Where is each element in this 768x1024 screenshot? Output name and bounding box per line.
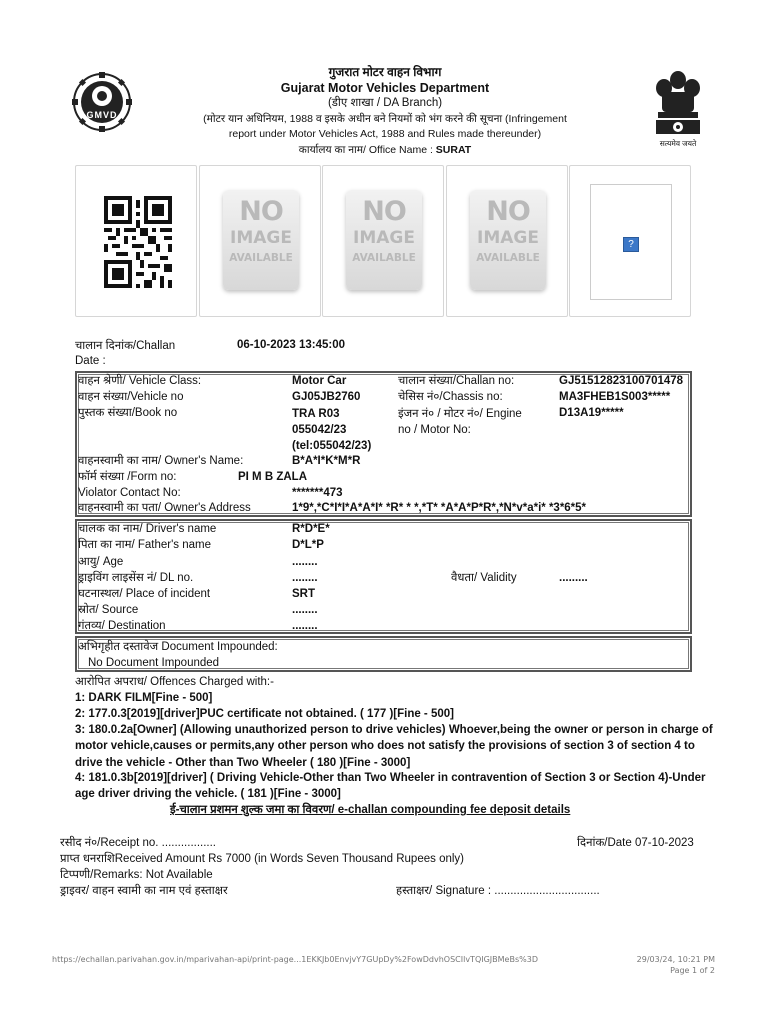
source-value: ........: [292, 604, 318, 616]
challan-date-value: 06-10-2023 13:45:00: [237, 339, 346, 351]
offence-item: 3: 180.0.2a[Owner] (Allowing unauthorized person to drive vehicles) Whoever,being the owner or person in charge of motor vehicle,causes or permits,any other person who does not satisfy the provisions of section 3 of section 4 to drive the vehicle - Other than Two Wheeler ( 180 )[Fine - 3000]: [75, 724, 713, 769]
offences-label: आरोपित अपराध/ Offences Charged with:-: [75, 676, 274, 688]
destination-value: ........: [292, 620, 318, 632]
notice-line-1: (मोटर यान अधिनियम, 1988 व इसके अधीन बने नियमों को भंग करने की सूचना (Infringement: [203, 112, 567, 125]
form-no-value: PI M B ZALA: [238, 471, 307, 483]
owner-name-value: B*A*I*K*M*R: [292, 455, 361, 467]
form-no-label: फॉर्म संख्या /Form no:: [78, 471, 177, 483]
department-english: Gujarat Motor Vehicles Department: [280, 80, 490, 95]
deposit-heading: ई-चालान प्रशमन शुल्क जमा का विवरण/ e-challan compounding fee deposit details: [170, 804, 571, 816]
chassis-label: चेसिस नं०/Chassis no:: [398, 391, 503, 403]
destination-label: गंतव्य/ Destination: [78, 620, 166, 632]
vehicle-image-4: [569, 165, 691, 317]
no-image-placeholder: [470, 190, 546, 290]
receipt-date: दिनांक/Date 07-10-2023: [577, 837, 694, 849]
no-image-placeholder: [223, 190, 299, 290]
no-image-text: AVAILABLE: [476, 252, 540, 264]
book-no-label: पुस्तक संख्या/Book no: [78, 407, 178, 419]
branch-title: (डीए शाखा / DA Branch): [327, 97, 443, 109]
place-value: SRT: [292, 588, 315, 600]
broken-image-icon: ?: [623, 237, 639, 252]
challan-date-label: चालान दिनांक/Challan Date :: [75, 340, 176, 367]
validity-value: .........: [559, 572, 588, 584]
vehicle-image-3: [446, 165, 568, 317]
page-number: Page 1 of 2: [670, 966, 715, 975]
office-value: SURAT: [435, 143, 472, 156]
page-url: https://echallan.parivahan.gov.in/mparivahan-api/print-page...1EKKJb0EnvjvY7GUpDy%2FowDdvhOSCIlvTQIGJBMeBs%3D: [52, 955, 538, 964]
emblem-caption: सत्यमेव जयते: [659, 139, 697, 148]
challan-no-label: चालान संख्या/Challan no:: [398, 375, 515, 387]
driver-owner-signature-label: ड्राइवर/ वाहन स्वामी का नाम एवं हस्ताक्षर: [60, 885, 228, 897]
violator-contact-value: *******473: [292, 487, 343, 499]
engine-value: D13A19*****: [559, 407, 624, 419]
no-image-text: NO: [239, 196, 283, 227]
no-image-text: AVAILABLE: [229, 252, 293, 264]
father-name-label: पिता का नाम/ Father's name: [78, 539, 212, 551]
father-name-value: D*L*P: [292, 539, 324, 551]
remarks: टिप्पणी/Remarks: Not Available: [60, 869, 213, 881]
vehicle-image-2: [322, 165, 444, 317]
no-image-text: IMAGE: [230, 228, 292, 248]
notice-line-2: report under Motor Vehicles Act, 1988 and Rules made thereunder): [228, 128, 542, 140]
owner-address-label: वाहनस्वामी का पता/ Owner's Address: [78, 502, 251, 514]
documents-value: No Document Impounded: [88, 657, 220, 669]
print-timestamp: 29/03/24, 10:21 PM: [636, 955, 715, 964]
offence-item: 4: 181.0.3b[2019][driver] ( Driving Vehicle-Other than Two Wheeler in contravention of Section 3 or Section 4)-Under age driver driving the vehicle. ( 181 )[Fine - 3000]: [75, 772, 706, 801]
no-image-text: IMAGE: [477, 228, 539, 248]
vehicle-image-1: [199, 165, 321, 317]
dl-no-value: ........: [292, 572, 318, 584]
received-amount: प्राप्त धनराशिReceived Amount Rs 7000 (in Words Seven Thousand Rupees only): [60, 853, 464, 865]
no-image-text: AVAILABLE: [352, 252, 416, 264]
vehicle-class-value: Motor Car: [292, 375, 347, 387]
lion-emblem-icon: [650, 68, 706, 138]
documents-label: अभिगृहीत दस्तावेज Document Impounded:: [78, 641, 278, 653]
header-block: [190, 65, 580, 158]
signature-field: हस्ताक्षर/ Signature : .................................: [396, 885, 600, 897]
owner-address-value: 1*9*,*C*I*I*A*A*I* *R* * *,*T* *A*A*P*R*,*N*v*a*i* *3*6*5*: [292, 502, 587, 514]
validity-label: वैधता/ Validity: [451, 572, 517, 584]
owner-name-label: वाहनस्वामी का नाम/ Owner's Name:: [78, 455, 244, 467]
driver-name-label: चालक का नाम/ Driver's name: [78, 523, 217, 535]
no-image-text: NO: [362, 196, 406, 227]
source-label: स्रोत/ Source: [78, 604, 139, 616]
engine-label: इंजन नं० / मोटर नं०/ Engine no / Motor No:: [398, 408, 522, 436]
place-label: घटनास्थल/ Place of incident: [78, 588, 211, 600]
gmvd-logo: [72, 72, 132, 132]
no-image-text: IMAGE: [353, 228, 415, 248]
no-image-placeholder: [346, 190, 422, 290]
gmvd-logo-icon: [72, 72, 132, 132]
no-image-text: NO: [486, 196, 530, 227]
gmvd-logo-text: GMVD: [86, 110, 118, 120]
vehicle-no-value: GJ05JB2760: [292, 391, 361, 403]
department-hindi: गुजरात मोटर वाहन विभाग: [328, 65, 442, 79]
challan-no-value: GJ51512823100701478: [559, 375, 684, 387]
national-emblem: [650, 68, 706, 150]
offence-item: 1: DARK FILM[Fine - 500]: [75, 692, 213, 704]
broken-image-frame: [590, 184, 672, 300]
violator-contact-label: Violator Contact No:: [78, 487, 181, 499]
dl-no-label: ड्राइविंग लाइसेंस नं/ DL no.: [78, 572, 194, 584]
age-label: आयु/ Age: [78, 556, 124, 568]
qr-code-icon: [104, 195, 172, 289]
qr-code-box: [75, 165, 197, 317]
vehicle-no-label: वाहन संख्या/Vehicle no: [78, 391, 184, 403]
chassis-value: MA3FHEB1S003*****: [559, 391, 671, 403]
offence-item: 2: 177.0.3[2019][driver]PUC certificate not obtained. ( 177 )[Fine - 500]: [75, 708, 454, 720]
age-value: ........: [292, 556, 318, 568]
receipt-no: रसीद नं०/Receipt no. .................: [60, 837, 216, 849]
book-no-value: TRA R03 055042/23 (tel:055042/23): [292, 408, 372, 452]
office-label: कार्यालय का नाम/ Office Name :: [298, 143, 433, 156]
vehicle-class-label: वाहन श्रेणी/ Vehicle Class:: [78, 375, 202, 387]
office-name: [190, 143, 580, 159]
driver-name-value: R*D*E*: [292, 523, 330, 535]
